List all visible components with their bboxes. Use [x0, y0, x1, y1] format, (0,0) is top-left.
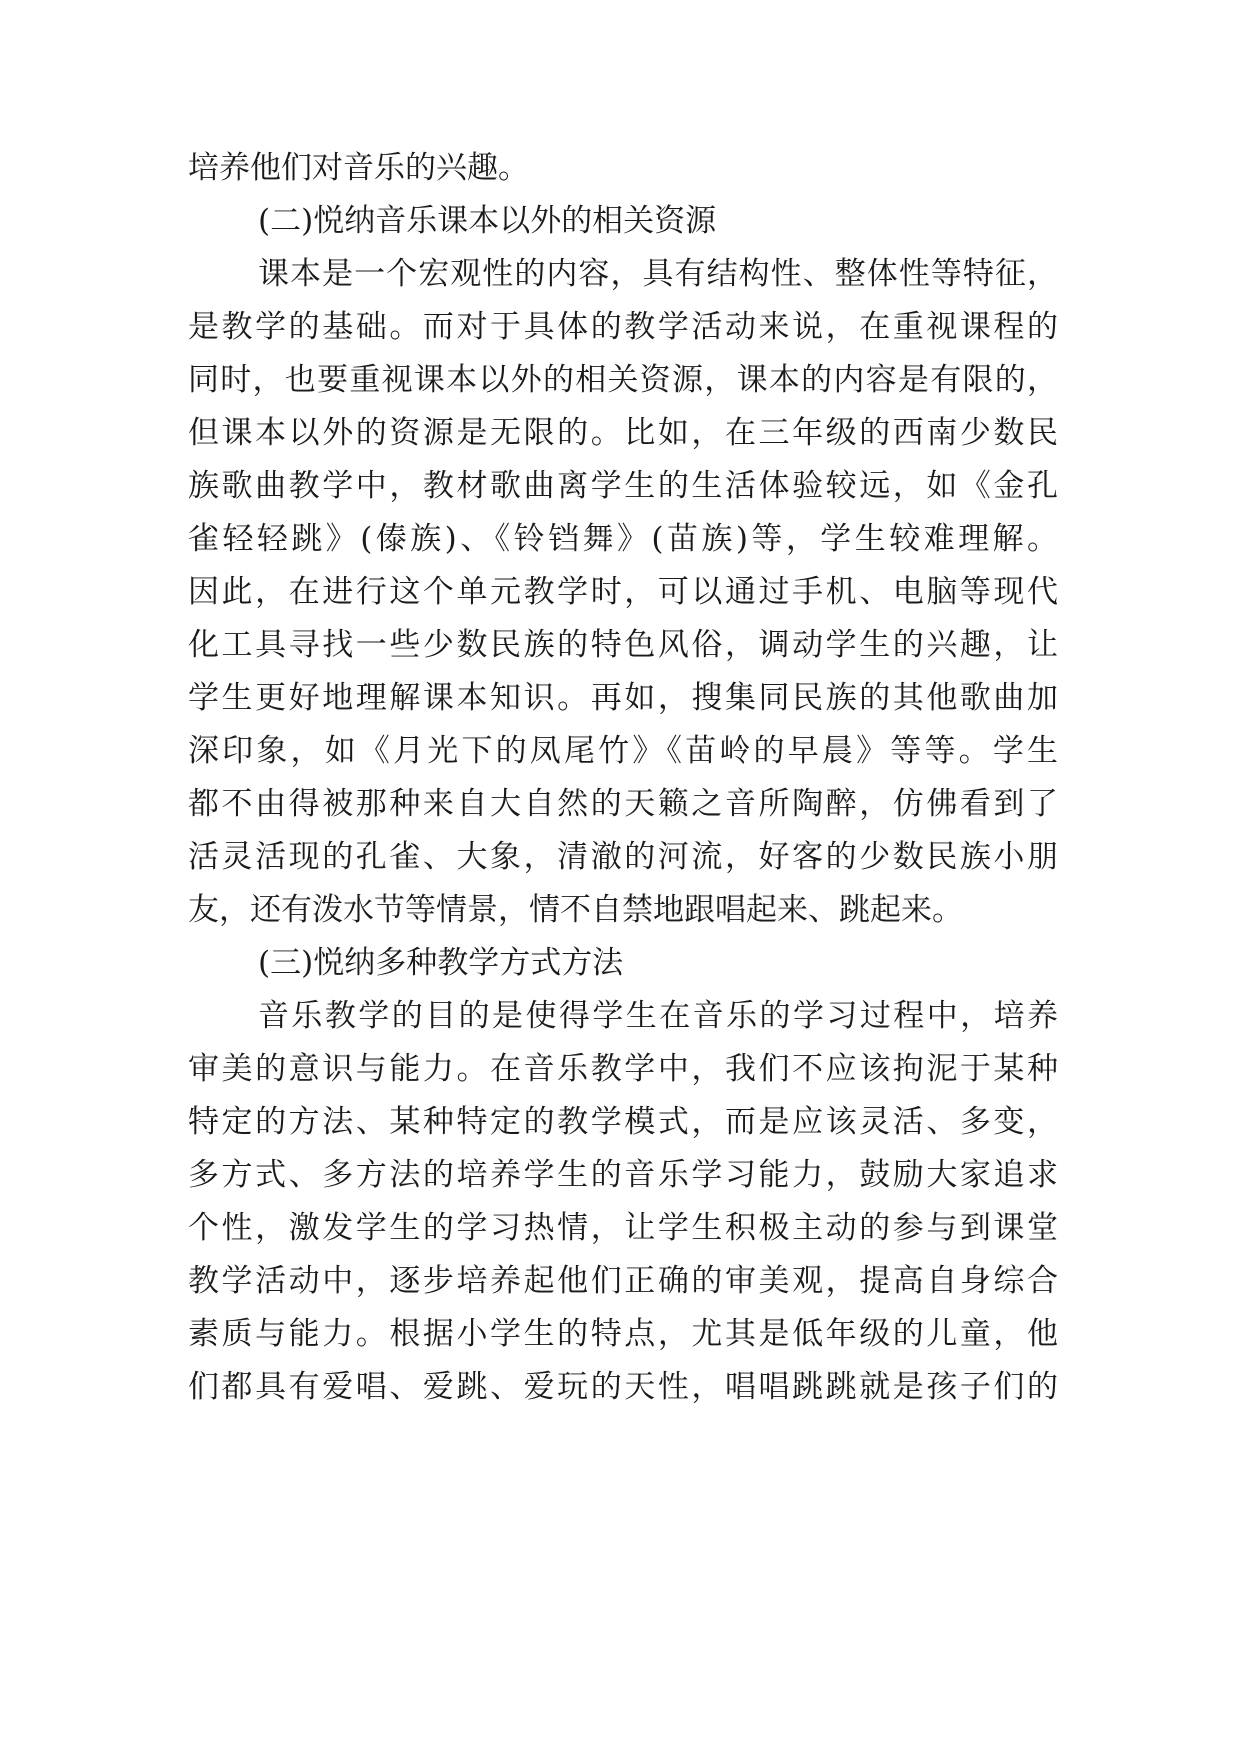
paragraph-line: 教学活动中，逐步培养起他们正确的审美观，提高自身综合	[188, 1263, 1058, 1299]
paragraph-line: 深印象，如《月光下的凤尾竹》《苗岭的早晨》等等。学生	[188, 733, 1058, 769]
paragraph-end-line: 友，还有泼水节等情景，情不自禁地跟唱起来、跳起来。	[188, 892, 963, 928]
paragraph-line: 都不由得被那种来自大自然的天籁之音所陶醉，仿佛看到了	[188, 786, 1058, 822]
paragraph-line: 但课本以外的资源是无限的。比如，在三年级的西南少数民	[188, 415, 1058, 451]
paragraph-line: 特定的方法、某种特定的教学模式，而是应该灵活、多变，	[188, 1104, 1058, 1140]
paragraph-line: 是教学的基础。而对于具体的教学活动来说，在重视课程的	[188, 309, 1058, 345]
paragraph-end-line: 培养他们对音乐的兴趣。	[188, 150, 529, 186]
paragraph-line: 同时，也要重视课本以外的相关资源，课本的内容是有限的，	[188, 362, 1058, 398]
paragraph-line: 因此，在进行这个单元教学时，可以通过手机、电脑等现代	[188, 574, 1058, 610]
paragraph-line: 多方式、多方法的培养学生的音乐学习能力，鼓励大家追求	[188, 1157, 1058, 1193]
paragraph-line: 学生更好地理解课本知识。再如，搜集同民族的其他歌曲加	[188, 680, 1058, 716]
paragraph-line: 族歌曲教学中，教材歌曲离学生的生活体验较远，如《金孔	[188, 468, 1058, 504]
paragraph-line: 活灵活现的孔雀、大象，清澈的河流，好客的少数民族小朋	[188, 839, 1058, 875]
section-heading-3: (三)悦纳多种教学方式方法	[258, 945, 624, 981]
section-heading-2: (二)悦纳音乐课本以外的相关资源	[258, 203, 717, 239]
paragraph-line: 审美的意识与能力。在音乐教学中，我们不应该拘泥于某种	[188, 1051, 1058, 1087]
paragraph-first-line: 课本是一个宏观性的内容，具有结构性、整体性等特征，	[258, 256, 1058, 292]
paragraph-line: 个性，激发学生的学习热情，让学生积极主动的参与到课堂	[188, 1210, 1058, 1246]
paragraph-line: 们都具有爱唱、爱跳、爱玩的天性，唱唱跳跳就是孩子们的	[188, 1369, 1058, 1405]
paragraph-first-line: 音乐教学的目的是使得学生在音乐的学习过程中，培养	[258, 998, 1058, 1034]
paragraph-line: 素质与能力。根据小学生的特点，尤其是低年级的儿童，他	[188, 1316, 1058, 1352]
paragraph-line: 化工具寻找一些少数民族的特色风俗，调动学生的兴趣，让	[188, 627, 1058, 663]
paragraph-line: 雀轻轻跳》(傣族)、《铃铛舞》(苗族)等，学生较难理解。	[188, 521, 1058, 557]
